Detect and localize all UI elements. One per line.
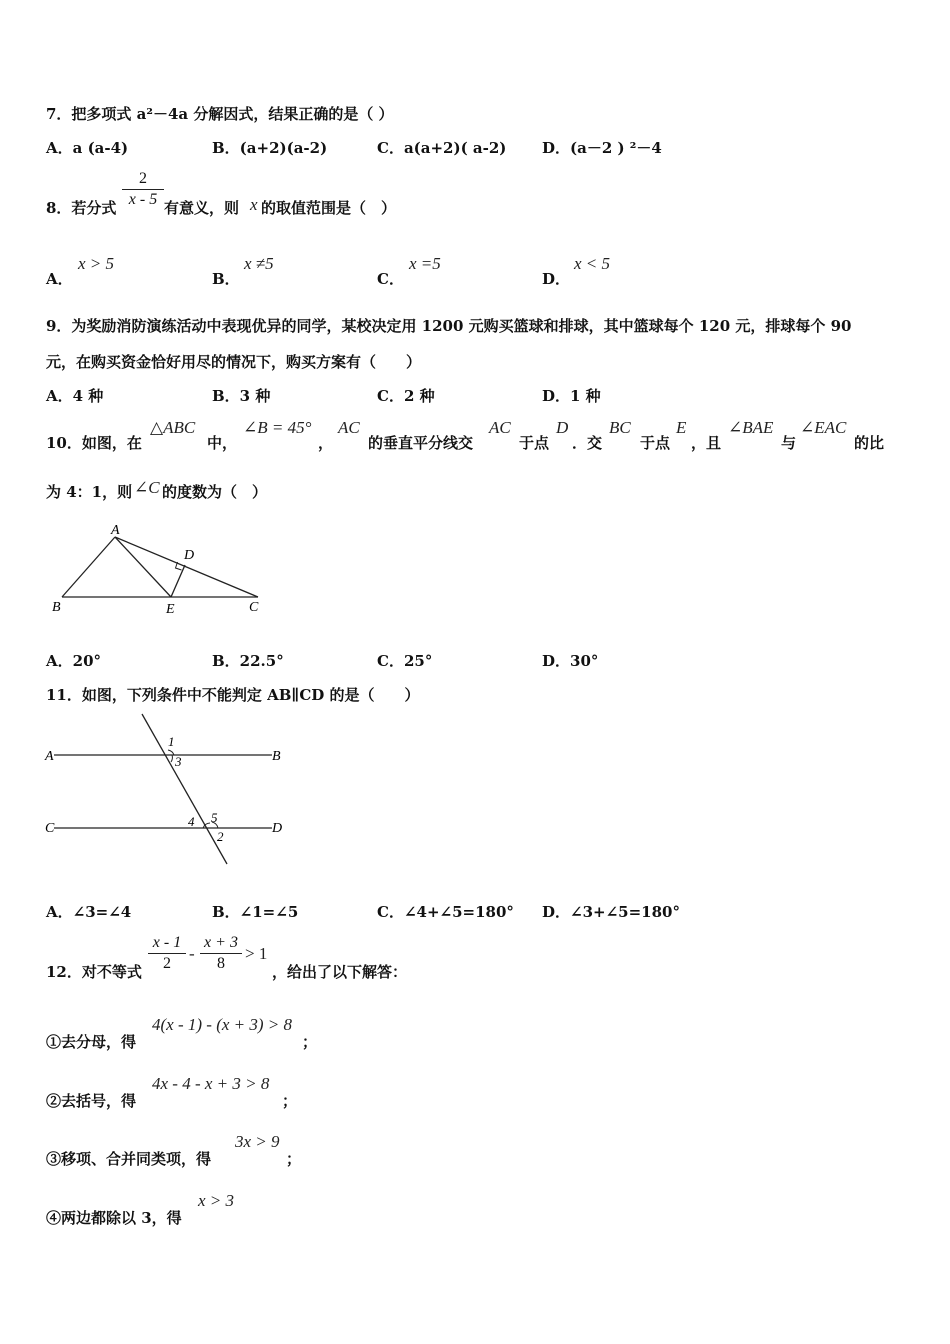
q12-fraction-2: [200, 934, 242, 973]
q10-label-d: D: [184, 548, 195, 563]
q12-step1-math: 4(x - 1) - (x + 3) > 8: [152, 1015, 293, 1034]
q8-option-c-letter: C．: [377, 270, 404, 288]
q10-triangle-figure: [40, 515, 280, 620]
q10-option-b: B．22.5°: [212, 652, 284, 670]
q11-option-b: B．∠1=∠5: [212, 903, 299, 921]
q8-frac-den: x - 5: [128, 191, 158, 208]
q11-option-a: A．∠3=∠4: [46, 903, 132, 921]
q9-option-a: A．4 种: [46, 387, 104, 405]
q7-option-d: D．(a－2 ) ²－4: [542, 139, 662, 157]
q10-ac-1: AC: [338, 418, 360, 437]
q8-mid: 有意义，则: [164, 199, 240, 217]
q11-option-c: C．∠4+∠5=180°: [377, 903, 514, 921]
q11-label-d: D: [272, 821, 283, 836]
q10-angle-bae: ∠BAE: [728, 418, 774, 437]
q12-step1-text: ①去分母，得: [46, 1033, 137, 1051]
q11-stem: 11．如图，下列条件中不能判定 AB∥CD 的是（ ）: [46, 686, 420, 704]
q10-t2: 中，: [207, 434, 238, 452]
q10-angle-eac: ∠EAC: [800, 418, 847, 437]
q8-option-d-math: x < 5: [574, 254, 611, 273]
q10-label-e: E: [166, 602, 175, 617]
q10-angle-b: ∠B = 45°: [243, 418, 312, 437]
q7-option-c: C．a(a+2)( a-2): [377, 139, 507, 157]
q10-t3: ，: [318, 434, 334, 452]
q12-fraction-1: [148, 934, 186, 973]
q12-f2-num: x + 3: [204, 934, 238, 951]
q9-line1: 9．为奖励消防演练活动中表现优异的同学，某校决定用 1200 元购买篮球和排球，其中篮球每个 120 元，排球每个 90: [46, 317, 852, 335]
q10-label-c: C: [249, 600, 259, 615]
q8-frac-num: 2: [139, 170, 147, 187]
q10-label-a: A: [111, 523, 120, 538]
q11-label-c: C: [45, 821, 55, 836]
q10-point-e: E: [676, 418, 687, 437]
q11-option-d: D．∠3+∠5=180°: [542, 903, 680, 921]
q10-option-a: A．20°: [46, 652, 102, 670]
q10-t6: ．交: [572, 434, 603, 452]
q7-option-a: A．a (a-4): [46, 139, 129, 157]
q10-t4: 的垂直平分线交: [368, 434, 474, 452]
q12-step3-text: ③移项、合并同类项，得: [46, 1150, 212, 1168]
q8-prefix: 8．若分式: [46, 199, 117, 217]
q12-step2-math: 4x - 4 - x + 3 > 8: [152, 1074, 270, 1093]
q10-ac-2: AC: [489, 418, 511, 437]
q12-step1-end: ；: [302, 1033, 318, 1051]
q12-minus: -: [189, 944, 195, 963]
q11-angle-4: 4: [188, 814, 195, 829]
q7-option-b: B．(a+2)(a-2): [212, 139, 328, 157]
q9-option-d: D．1 种: [542, 387, 601, 405]
q10-triangle-abc: △ABC: [150, 418, 196, 437]
q12-f2-den: 8: [217, 955, 225, 972]
q11-label-a: A: [45, 749, 54, 764]
q12-gt-1: > 1: [245, 944, 268, 963]
q8-option-c-math: x =5: [409, 254, 441, 273]
q10-t10: 的比: [854, 434, 885, 452]
q10-t9: 与: [781, 434, 797, 452]
q8-fraction: [122, 170, 164, 209]
q11-parallel-lines-figure: [40, 708, 300, 873]
q12-step3-end: ；: [286, 1150, 302, 1168]
q10-line2-pre: 为 4：1，则: [46, 483, 133, 501]
q12-prefix: 12．对不等式: [46, 963, 142, 981]
q12-step2-end: ；: [282, 1092, 298, 1110]
q12-suffix: ，给出了以下解答：: [272, 963, 408, 981]
q8-option-b-math: x ≠5: [244, 254, 274, 273]
q9-option-b: B．3 种: [212, 387, 271, 405]
q8-option-a-math: x > 5: [78, 254, 115, 273]
q10-option-c: C．25°: [377, 652, 433, 670]
q9-option-c: C．2 种: [377, 387, 435, 405]
q8-suffix: 的取值范围是（ ）: [261, 199, 397, 217]
q8-option-b-letter: B．: [212, 270, 240, 288]
q12-step2-text: ②去括号，得: [46, 1092, 137, 1110]
q10-label-b: B: [52, 600, 61, 615]
q12-f1-num: x - 1: [152, 934, 182, 951]
q10-point-d: D: [556, 418, 569, 437]
q11-label-b: B: [272, 749, 281, 764]
q10-t8: ，且: [691, 434, 722, 452]
q10-t7: 于点: [640, 434, 671, 452]
q10-t1: 10．如图，在: [46, 434, 142, 452]
q11-angle-5: 5: [211, 810, 218, 825]
q8-option-d-letter: D．: [542, 270, 571, 288]
q12-step4-math: x > 3: [198, 1191, 235, 1210]
q10-bc: BC: [609, 418, 631, 437]
q8-var: x: [250, 195, 258, 214]
q11-angle-1: 1: [168, 734, 175, 749]
q12-f1-den: 2: [163, 955, 171, 972]
q9-line2: 元，在购买资金恰好用尽的情况下，购买方案有（ ）: [46, 353, 422, 371]
q10-option-d: D．30°: [542, 652, 599, 670]
q10-t5: 于点: [519, 434, 550, 452]
q10-line2-post: 的度数为（ ）: [162, 483, 268, 501]
q12-step3-math: 3x > 9: [235, 1132, 280, 1151]
q12-step4-text: ④两边都除以 3，得: [46, 1209, 182, 1227]
q7-stem: 7．把多项式 a²－4a 分解因式，结果正确的是（ ）: [46, 105, 394, 123]
q11-angle-2: 2: [217, 829, 224, 844]
q8-option-a-letter: A．: [46, 270, 73, 288]
q11-angle-3: 3: [175, 754, 182, 769]
q10-angle-c: ∠C: [134, 478, 160, 497]
